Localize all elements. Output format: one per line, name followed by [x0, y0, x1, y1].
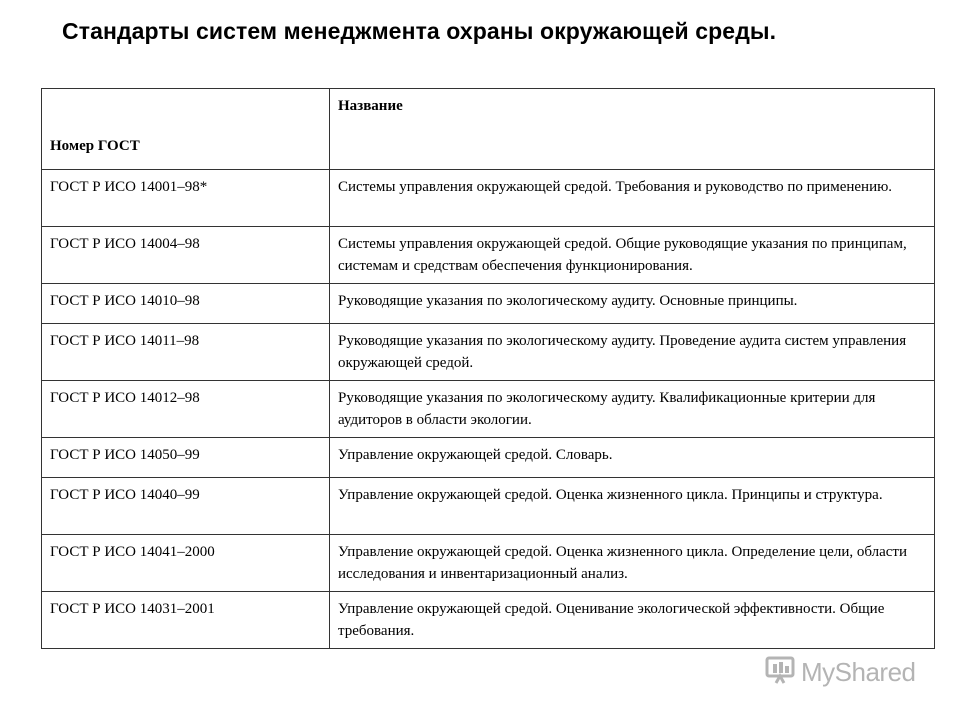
table-row	[42, 592, 935, 649]
cell-number: ГОСТ Р ИСО 14050–99	[42, 438, 330, 478]
presentation-screen-icon	[765, 655, 795, 690]
table-row	[42, 535, 935, 592]
watermark-text: MyShared	[801, 657, 916, 687]
cell-number: ГОСТ Р ИСО 14031–2001	[42, 592, 330, 649]
cell-name: Руководящие указания по экологическому аудиту. Проведение аудита систем управления окружающей средой.	[330, 324, 935, 381]
cell-name: Управление окружающей средой. Оценка жизненного цикла. Определение цели, области исследования и инвентаризационный анализ.	[330, 535, 935, 592]
myshared-watermark[interactable]	[765, 655, 916, 690]
cell-number: ГОСТ Р ИСО 14041–2000	[42, 535, 330, 592]
gost-standards-table	[41, 88, 935, 649]
cell-number: ГОСТ Р ИСО 14010–98	[42, 284, 330, 324]
cell-name: Системы управления окружающей средой. Требования и руководство по применению.	[330, 170, 935, 227]
table-row	[42, 381, 935, 438]
cell-number: ГОСТ Р ИСО 14004–98	[42, 227, 330, 284]
table-row	[42, 227, 935, 284]
table-row	[42, 438, 935, 478]
cell-name: Руководящие указания по экологическому аудиту. Основные принципы.	[330, 284, 935, 324]
cell-name: Управление окружающей средой. Словарь.	[330, 438, 935, 478]
header-number: Номер ГОСТ	[42, 89, 330, 170]
table-row	[42, 284, 935, 324]
cell-name: Системы управления окружающей средой. Общие руководящие указания по принципам, системам и средствам обеспечения функционирования.	[330, 227, 935, 284]
table-row	[42, 478, 935, 535]
table-row	[42, 170, 935, 227]
table-header-row	[42, 89, 935, 170]
cell-name: Руководящие указания по экологическому аудиту. Квалификационные критерии для аудиторов в области экологии.	[330, 381, 935, 438]
header-name: Название	[330, 89, 935, 170]
page-title: Стандарты систем менеджмента охраны окружающей среды.	[62, 18, 777, 44]
cell-name: Управление окружающей средой. Оценка жизненного цикла. Принципы и структура.	[330, 478, 935, 535]
cell-number: ГОСТ Р ИСО 14040–99	[42, 478, 330, 535]
table-row	[42, 324, 935, 381]
cell-number: ГОСТ Р ИСО 14011–98	[42, 324, 330, 381]
cell-number: ГОСТ Р ИСО 14012–98	[42, 381, 330, 438]
cell-number: ГОСТ Р ИСО 14001–98*	[42, 170, 330, 227]
cell-name: Управление окружающей средой. Оценивание экологической эффективности. Общие требования.	[330, 592, 935, 649]
